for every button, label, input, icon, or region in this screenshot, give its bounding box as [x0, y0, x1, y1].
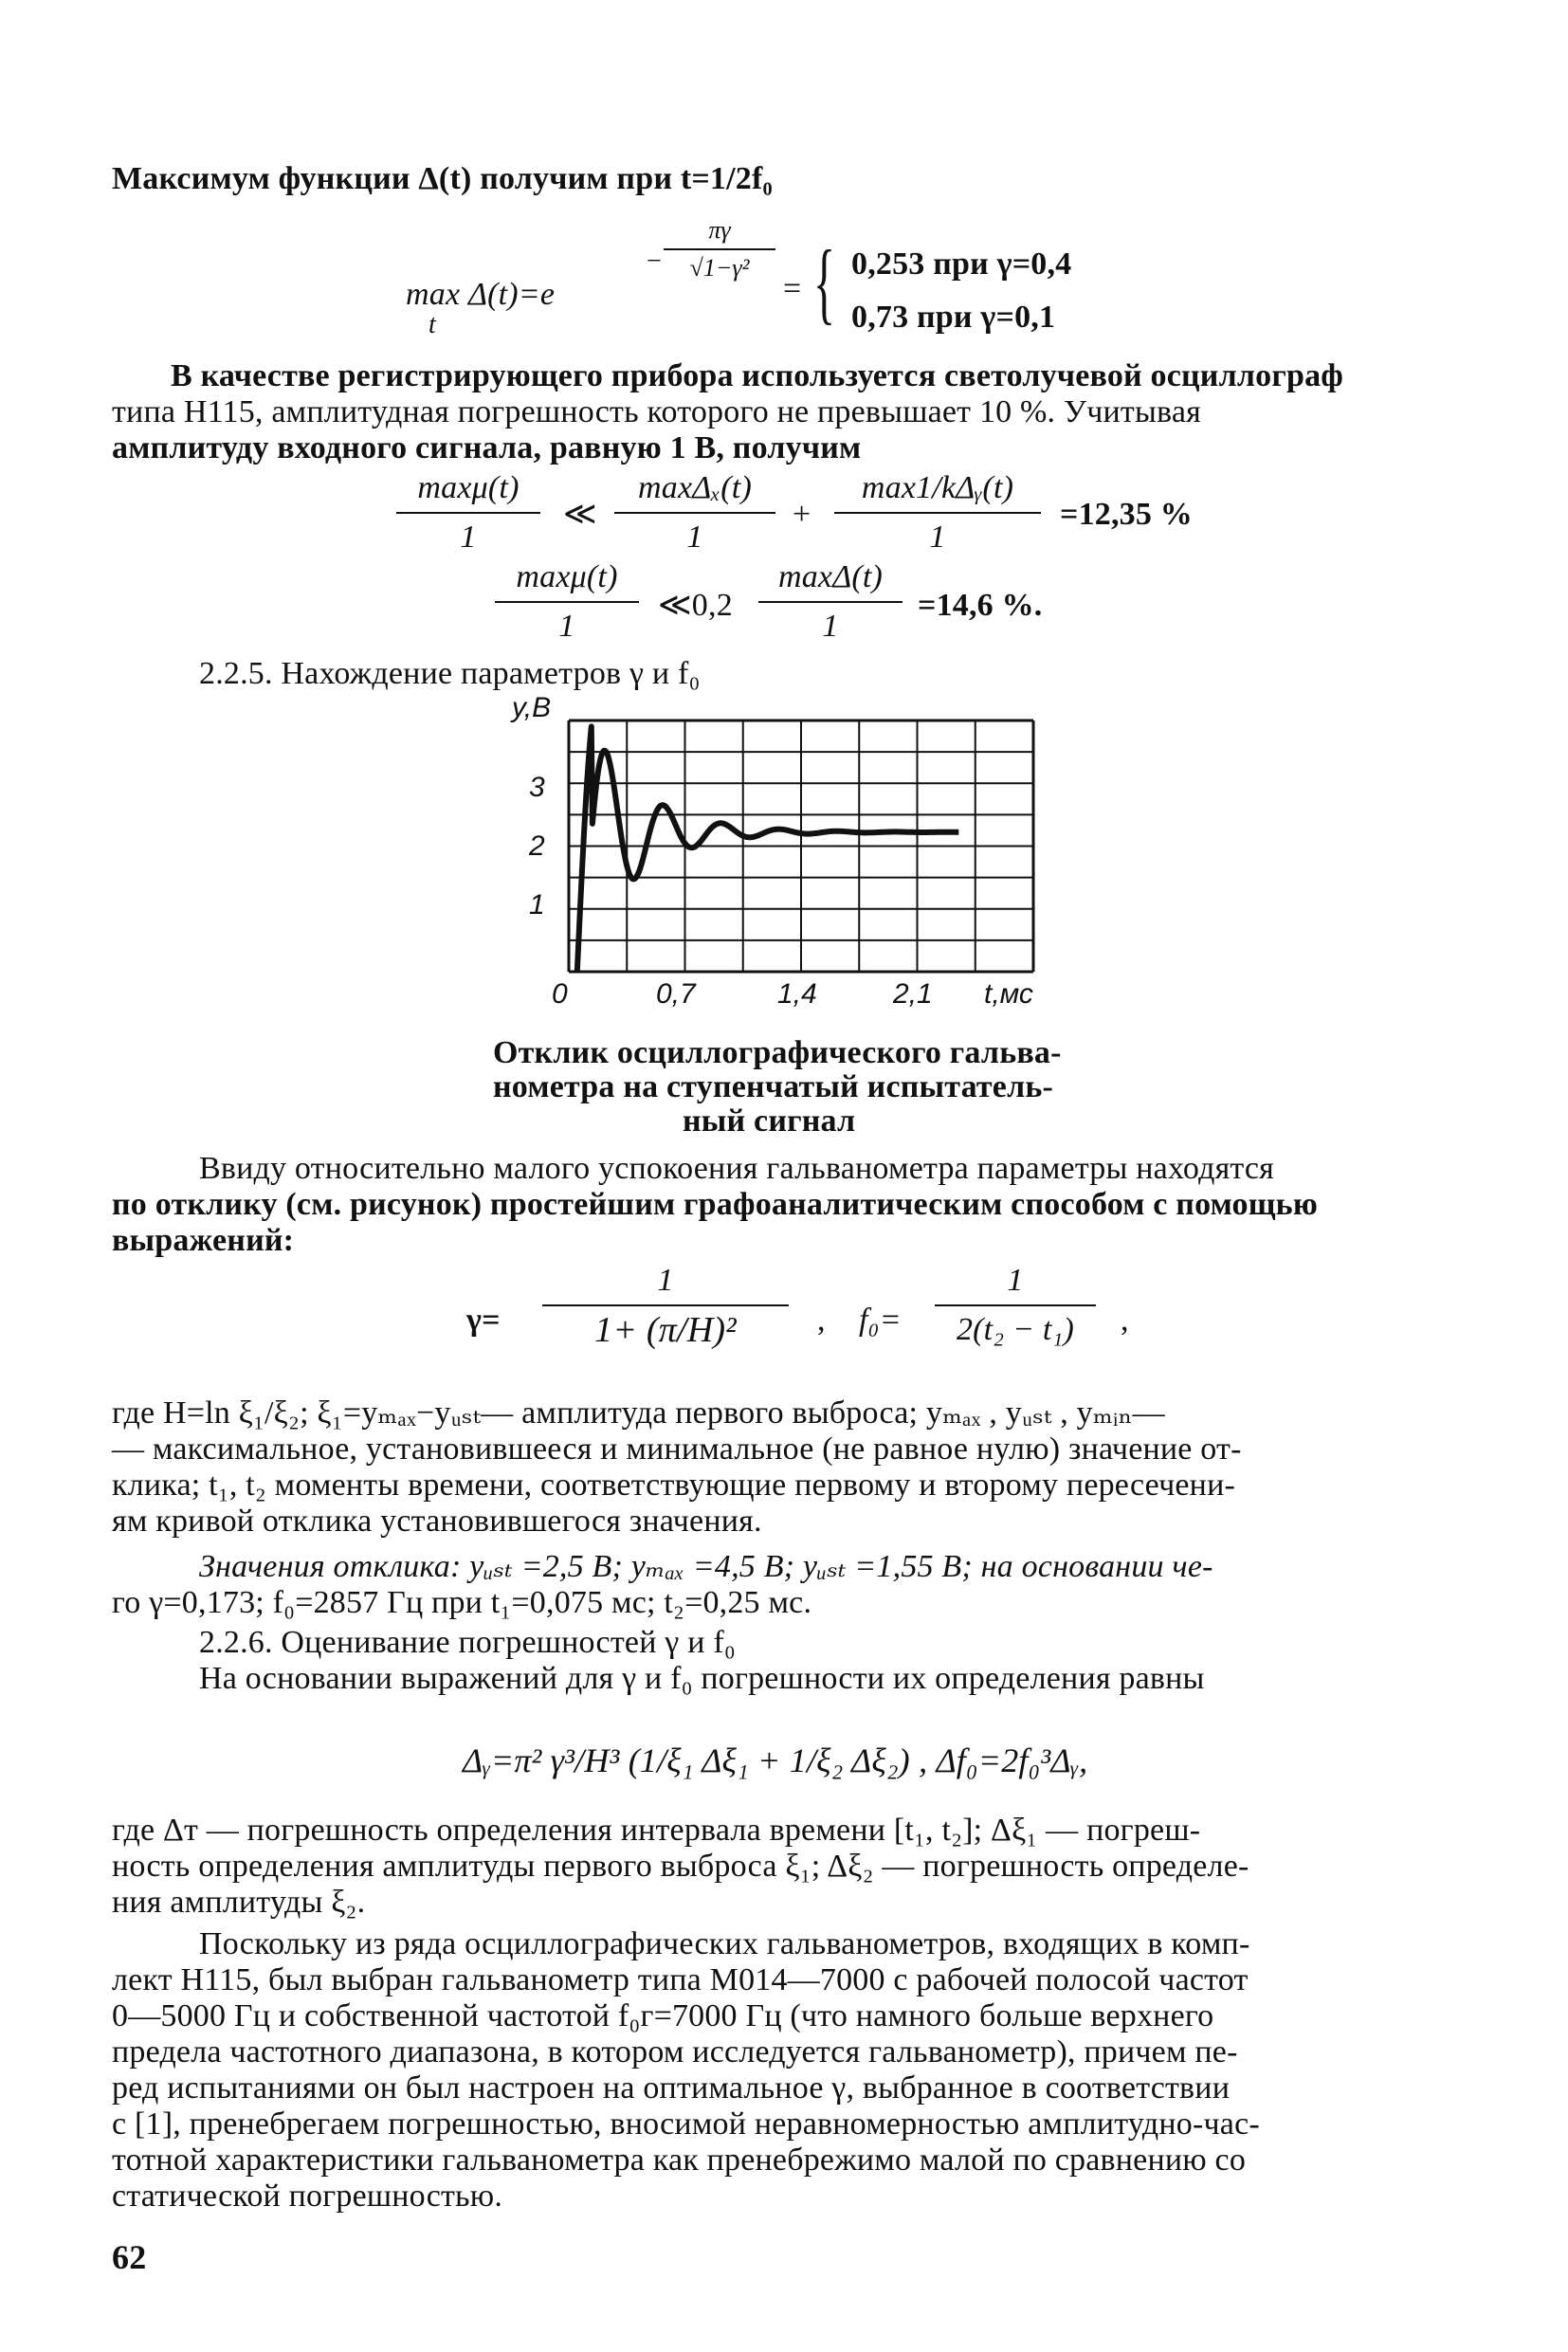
- para7-line-5: ред испытаниями он был настроен на оптимальное γ, выбранное в соответствии: [112, 2070, 1231, 2106]
- eq2-op1: ≪: [563, 497, 597, 532]
- eq3-op: ≪0,2: [658, 588, 733, 623]
- para4-line-2: го γ=0,173; f₀=2857 Гц при t₁=0,075 мс; t₂=0,25 мс.: [112, 1585, 812, 1620]
- para3-line-2: — максимальное, установившееся и минимальное (не равное нулю) значение от-: [112, 1431, 1242, 1467]
- para1-line-3: амплитуду входного сигнала, равную 1 В, получим: [112, 430, 862, 465]
- para7-line-6: с [1], пренебрегаем погрешностью, вносимой неравномерностью амплитудно-час-: [112, 2106, 1260, 2142]
- eq1-lhs: max Δ(t)=e: [406, 277, 556, 312]
- eq2-result: =12,35 %: [1060, 497, 1193, 532]
- para3-line-1: где H=ln ξ₁/ξ₂; ξ₁=yₘₐₓ−yᵤₛₜ— амплитуда первого выброса; yₘₐₓ , yᵤₛₜ , yₘᵢₙ—: [112, 1395, 1165, 1431]
- para7-line-7: тотной характеристики гальванометра как пренебрежимо малой по сравнению со: [112, 2142, 1247, 2178]
- response-chart-svg: [502, 702, 1071, 1014]
- section-2-2-6-heading: 2.2.6. Оценивание погрешностей γ и f₀: [199, 1625, 736, 1660]
- para7-line-8: статической погрешностью.: [112, 2179, 503, 2214]
- figure-caption-line-2: нометра на ступенчатый испытатель-: [493, 1069, 1054, 1104]
- chart-xtick-0-7: 0,7: [656, 978, 696, 1010]
- equation-errors: Δᵧ=π² γ³/H³ (1/ξ₁ Δξ₁ + 1/ξ₂ Δξ₂) , Δf₀=2f₀³Δᵧ,: [463, 1741, 1088, 1779]
- eq4-frac1: 1 1+ (π/H)²: [542, 1261, 789, 1350]
- response-curve: [577, 726, 959, 972]
- para2-line-1: Ввиду относительно малого успокоения гальванометра параметры находятся: [199, 1151, 1275, 1186]
- para4-line-1: Значения отклика: yᵤₛₜ =2,5 В; yₘₐₓ =4,5 В; yᵤₛₜ =1,55 В; на основании че-: [199, 1549, 1213, 1584]
- intro-line: Максимум функции Δ(t) получим при t=1/2f₀: [112, 161, 773, 196]
- chart-ylabel: y,B: [512, 692, 552, 723]
- para7-line-3: 0—5000 Гц и собственной частотой f₀г=7000 Гц (что намного больше верхнего: [112, 1998, 1214, 2033]
- eq4-f0: f₀=: [859, 1303, 902, 1338]
- para1-line-1: В качестве регистрирующего прибора используется светолучевой осциллограф: [171, 358, 1344, 393]
- eq4-gamma: γ=: [466, 1303, 501, 1338]
- section-2-2-5-heading: 2.2.5. Нахождение параметров γ и f₀: [199, 656, 701, 691]
- para1-line-2: типа Н115, амплитудная погрешность которого не превышает 10 %. Учитывая: [112, 394, 1201, 429]
- chart-ytick-2: 2: [529, 830, 545, 862]
- eq3-frac2: maxΔ(t) 1: [758, 557, 903, 647]
- eq2-frac1: maxμ(t) 1: [396, 468, 540, 557]
- chart-xlabel: t,мс: [984, 978, 1033, 1010]
- eq1-equals: =: [783, 271, 802, 306]
- eq2-op2: +: [793, 497, 811, 532]
- chart-xtick-1-4: 1,4: [777, 978, 817, 1010]
- response-chart: [502, 692, 1071, 1014]
- eq3-result: =14,6 %.: [918, 588, 1043, 623]
- eq1-case1: 0,253 при γ=0,4: [851, 246, 1072, 282]
- para7-line-4: предела частотного диапазона, в котором исследуется гальванометр), причем пе-: [112, 2034, 1238, 2069]
- chart-xtick-0: 0: [552, 978, 568, 1010]
- eq4-separator: ,: [817, 1303, 826, 1338]
- chart-ytick-1: 1: [529, 889, 545, 921]
- para5: На основании выражений для γ и f₀ погрешности их определения равны: [199, 1661, 1205, 1696]
- figure-caption-line-3: ный сигнал: [683, 1103, 856, 1139]
- chart-grid: [569, 720, 1033, 972]
- eq1-exp-sign: −: [647, 246, 662, 276]
- eq4-frac2: 1 2(t₂ − t₁): [935, 1261, 1096, 1350]
- eq3-frac1: maxμ(t) 1: [495, 557, 639, 647]
- eq4-end: ,: [1121, 1303, 1129, 1338]
- para3-line-3: клика; t₁, t₂ моменты времени, соответствующие первому и второму пересечени-: [112, 1468, 1235, 1503]
- para2-line-2: по отклику (см. рисунок) простейшим графоаналитическим способом с помощью: [112, 1187, 1319, 1222]
- para2-line-3: выражений:: [112, 1223, 295, 1258]
- page-number: 62: [112, 2238, 147, 2276]
- eq2-frac3: max1/kΔᵧ(t) 1: [834, 468, 1041, 557]
- para7-line-2: лект Н115, был выбран гальванометр типа М014—7000 с рабочей полосой частот: [112, 1962, 1249, 1997]
- para6-line-3: ния амплитуды ξ₂.: [112, 1885, 366, 1920]
- eq1-brace: {: [813, 231, 836, 333]
- eq1-case2: 0,73 при γ=0,1: [851, 300, 1056, 335]
- eq1-lhs-sub: t: [428, 310, 436, 339]
- para3-line-4: ям кривой отклика установившегося значения.: [112, 1504, 762, 1539]
- chart-ytick-3: 3: [529, 772, 545, 803]
- para6-line-1: где Δт — погрешность определения интервала времени [t₁, t₂]; Δξ₁ — погреш-: [112, 1813, 1201, 1848]
- eq1-exponent: πγ √1−γ²: [664, 216, 775, 283]
- eq2-frac2: maxΔₓ(t) 1: [614, 468, 775, 557]
- para6-line-2: ность определения амплитуды первого выброса ξ₁; Δξ₂ — погрешность определе-: [112, 1849, 1249, 1884]
- chart-xtick-2-1: 2,1: [893, 978, 933, 1010]
- para7-line-1: Поскольку из ряда осциллографических гальванометров, входящих в комп-: [199, 1926, 1250, 1961]
- figure-caption-line-1: Отклик осциллографического гальва-: [493, 1035, 1062, 1070]
